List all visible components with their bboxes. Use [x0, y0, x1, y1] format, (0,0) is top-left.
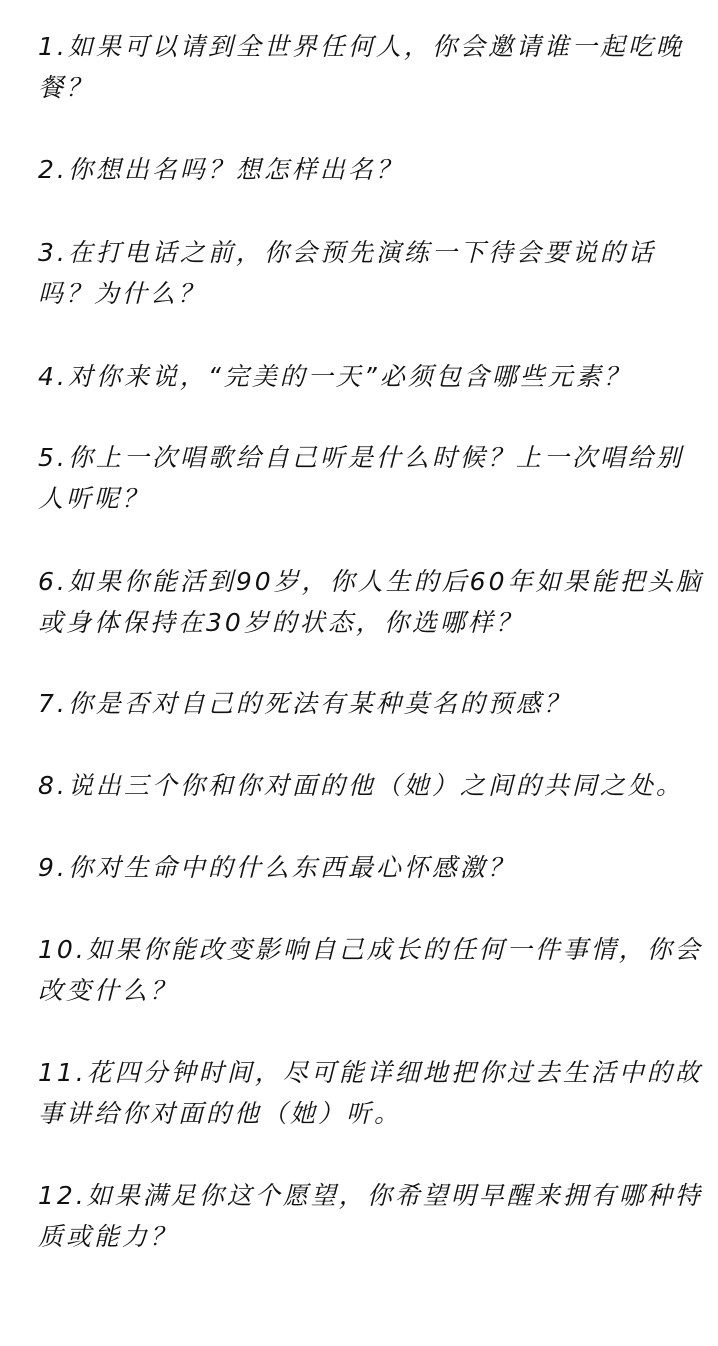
question-9-line-1: 9.你对生命中的什么东西最心怀感激？ [38, 853, 516, 882]
question-10-line-1: 10.如果你能改变影响自己成长的任何一件事情，你会 [38, 935, 703, 964]
question-6 [38, 561, 704, 643]
question-4-line-1: 4.对你来说，“完美的一天”必须包含哪些元素？ [38, 362, 632, 391]
question-3 [38, 232, 678, 314]
question-5-line-1: 5.你上一次唱歌给自己听是什么时候？上一次唱给别 [38, 443, 684, 472]
question-12-line-1: 12.如果满足你这个愿望，你希望明早醒来拥有哪种特 [38, 1181, 703, 1210]
question-1 [38, 26, 684, 108]
question-9 [38, 847, 678, 888]
question-7 [38, 683, 678, 724]
question-7-line-1: 7.你是否对自己的死法有某种莫名的预感？ [38, 689, 572, 718]
question-8-line-1: 8.说出三个你和你对面的他（她）之间的共同之处。 [38, 771, 684, 800]
question-6-line-1: 6.如果你能活到90岁，你人生的后60年如果能把头脑 [38, 567, 704, 596]
question-6-line-2: 或身体保持在30岁的状态，你选哪样？ [38, 608, 524, 637]
question-2-line-1: 2.你想出名吗？想怎样出名？ [38, 155, 404, 184]
question-12 [38, 1175, 703, 1257]
question-12-line-2: 质或能力？ [38, 1222, 179, 1251]
question-10-line-2: 改变什么？ [38, 976, 179, 1005]
question-1-line-2: 餐？ [38, 73, 95, 102]
question-5 [38, 437, 684, 519]
question-11-line-2: 事讲给你对面的他（她）听。 [38, 1099, 403, 1128]
question-2 [38, 149, 678, 190]
question-3-line-1: 3.在打电话之前，你会预先演练一下待会要说的话 [38, 238, 656, 267]
question-5-line-2: 人听呢？ [38, 484, 151, 513]
question-11 [38, 1052, 703, 1134]
question-3-line-2: 吗？为什么？ [38, 279, 207, 308]
question-11-line-1: 11.花四分钟时间，尽可能详细地把你过去生活中的故 [38, 1058, 703, 1087]
question-4 [38, 356, 678, 397]
question-1-line-1: 1.如果可以请到全世界任何人，你会邀请谁一起吃晚 [38, 32, 684, 61]
question-8 [38, 765, 684, 806]
question-10 [38, 929, 703, 1011]
